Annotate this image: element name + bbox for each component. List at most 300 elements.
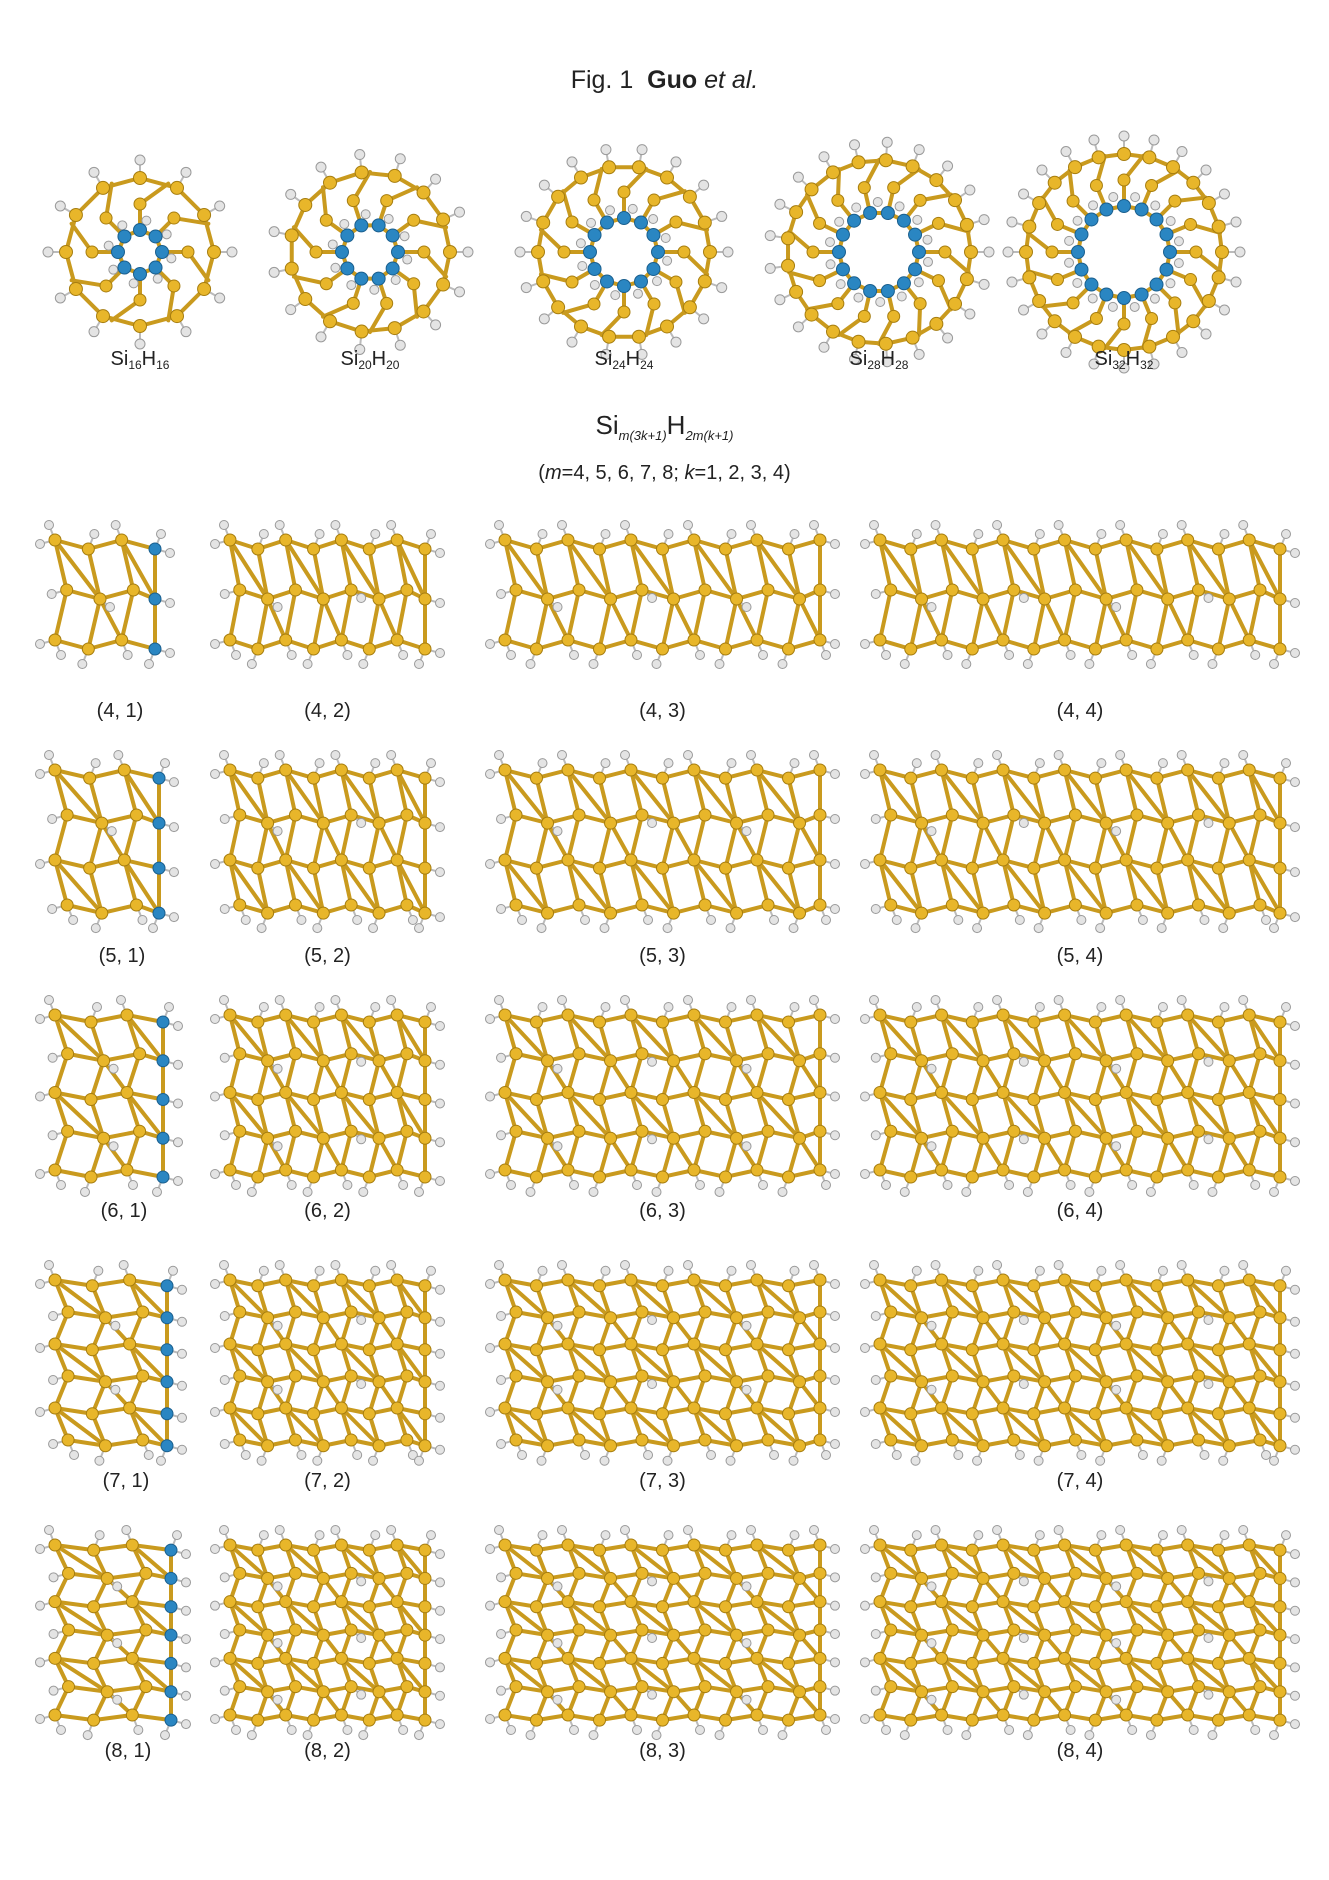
ring-label-h: H [1125, 348, 1141, 370]
silicon-atom [636, 1306, 648, 1318]
structure-label: (4, 3) [639, 700, 686, 722]
hydrogen-atom [495, 1526, 504, 1535]
hydrogen-atom [973, 924, 982, 933]
hydrogen-atom [174, 1060, 183, 1069]
structure-label: (6, 3) [639, 1200, 686, 1222]
hydrogen-atom [861, 1170, 870, 1179]
hydrogen-atom [315, 530, 324, 539]
hydrogen-atom [436, 1691, 445, 1700]
silicon-atom [762, 809, 774, 821]
silicon-atom [335, 534, 347, 546]
hydrogen-atom [106, 603, 115, 612]
hydrogen-atom [48, 905, 57, 914]
silicon-atom [1151, 1093, 1163, 1105]
silicon-atom [1182, 534, 1194, 546]
silicon-atom [499, 1709, 511, 1721]
silicon-atom [997, 534, 1009, 546]
silicon-atom [1100, 907, 1112, 919]
highlighted-si-atom [588, 229, 601, 242]
silicon-atom [1182, 1709, 1194, 1721]
silicon-atom [100, 280, 112, 292]
silicon-atom [1100, 1055, 1112, 1067]
silicon-atom [401, 1624, 413, 1636]
silicon-atom [85, 1171, 97, 1183]
hydrogen-atom [931, 1526, 940, 1535]
silicon-atom [668, 1440, 680, 1452]
hydrogen-atom [861, 1545, 870, 1554]
hydrogen-atom [822, 651, 831, 660]
hydrogen-atom [118, 221, 127, 230]
silicon-atom [99, 1312, 111, 1324]
silicon-atom [1162, 907, 1174, 919]
silicon-atom [1069, 1681, 1081, 1693]
silicon-atom [1243, 1709, 1255, 1721]
silicon-atom [97, 310, 110, 323]
hydrogen-atom [455, 207, 465, 217]
hydrogen-atom [1158, 1531, 1167, 1540]
silicon-atom [605, 1686, 617, 1698]
highlighted-si-atom [601, 216, 614, 229]
silicon-atom [1254, 1681, 1266, 1693]
silicon-atom [657, 1544, 669, 1556]
tube-molecule [486, 996, 840, 1197]
silicon-atom [794, 1055, 806, 1067]
hydrogen-atom [1220, 1002, 1229, 1011]
silicon-atom [1223, 1440, 1235, 1452]
hydrogen-atom [526, 1187, 535, 1196]
hydrogen-atom [621, 1526, 630, 1535]
silicon-atom [688, 1338, 700, 1350]
silicon-atom [594, 1408, 606, 1420]
silicon-atom [603, 330, 616, 343]
silicon-atom [1028, 1714, 1040, 1726]
hydrogen-atom [861, 1092, 870, 1101]
hydrogen-atom [486, 540, 495, 549]
silicon-atom [814, 217, 826, 229]
silicon-atom [1059, 634, 1071, 646]
hydrogen-atom [826, 260, 835, 269]
silicon-atom [885, 584, 897, 596]
hydrogen-atom [1019, 1057, 1028, 1066]
hydrogen-atom [742, 1142, 751, 1151]
silicon-atom [720, 1093, 732, 1105]
bond [1034, 823, 1045, 868]
silicon-atom [1059, 1539, 1071, 1551]
hydrogen-atom [315, 1531, 324, 1540]
hydrogen-atom [357, 819, 366, 828]
silicon-atom [794, 593, 806, 605]
silicon-atom [262, 1376, 274, 1388]
silicon-atom [1059, 1652, 1071, 1664]
silicon-atom [657, 1093, 669, 1105]
silicon-atom [932, 217, 944, 229]
hydrogen-atom [357, 1057, 366, 1066]
silicon-atom [1223, 593, 1235, 605]
silicon-atom [140, 1681, 152, 1693]
hydrogen-atom [49, 1376, 58, 1385]
silicon-atom [949, 194, 962, 207]
hydrogen-atom [831, 1280, 840, 1289]
silicon-atom [905, 772, 917, 784]
hydrogen-atom [313, 1456, 322, 1465]
silicon-atom [1212, 1171, 1224, 1183]
hydrogen-atom [1220, 530, 1229, 539]
silicon-atom [699, 1681, 711, 1693]
hydrogen-atom [178, 1413, 187, 1422]
silicon-atom [1212, 1714, 1224, 1726]
silicon-atom [208, 246, 221, 259]
silicon-atom [720, 862, 732, 874]
hydrogen-atom [1077, 916, 1086, 925]
hydrogen-atom [861, 1715, 870, 1724]
silicon-atom [783, 1171, 795, 1183]
hydrogen-atom [1131, 193, 1140, 202]
silicon-atom [308, 1601, 320, 1613]
hydrogen-atom [371, 759, 380, 768]
silicon-atom [946, 899, 958, 911]
hydrogen-atom [400, 232, 409, 241]
hydrogen-atom [831, 1015, 840, 1024]
highlighted-si-atom [341, 229, 354, 242]
hydrogen-atom [36, 1545, 45, 1554]
silicon-atom [657, 772, 669, 784]
silicon-atom [1192, 1370, 1204, 1382]
hydrogen-atom [664, 1002, 673, 1011]
hydrogen-atom [166, 599, 175, 608]
silicon-atom [751, 534, 763, 546]
hydrogen-atom [497, 815, 506, 824]
hydrogen-atom [149, 924, 158, 933]
hydrogen-atom [436, 1138, 445, 1147]
hydrogen-atom [486, 1015, 495, 1024]
silicon-atom [499, 764, 511, 776]
silicon-atom [814, 1402, 826, 1414]
hydrogen-atom [94, 1266, 103, 1275]
hydrogen-atom [831, 540, 840, 549]
silicon-atom [542, 1376, 554, 1388]
silicon-atom [99, 1376, 111, 1388]
silicon-atom [1151, 1016, 1163, 1028]
bond [1157, 823, 1168, 868]
silicon-atom [49, 1709, 61, 1721]
hydrogen-atom [1220, 1266, 1229, 1275]
highlighted-si-atom [833, 246, 846, 259]
hydrogen-atom [1096, 1456, 1105, 1465]
bond [1095, 599, 1106, 649]
bond [1003, 815, 1014, 860]
silicon-atom [1192, 1567, 1204, 1579]
silicon-atom [1028, 1280, 1040, 1292]
hydrogen-atom [220, 905, 229, 914]
highlighted-si-atom [134, 268, 147, 281]
hydrogen-atom [581, 1451, 590, 1460]
silicon-atom [419, 1629, 431, 1641]
hydrogen-atom [1239, 996, 1248, 1005]
silicon-atom [1089, 1544, 1101, 1556]
silicon-atom [317, 907, 329, 919]
bond [286, 590, 296, 640]
silicon-atom [905, 1093, 917, 1105]
highlighted-si-atom [635, 275, 648, 288]
silicon-atom [946, 1434, 958, 1446]
silicon-atom [1131, 584, 1143, 596]
silicon-atom [720, 1280, 732, 1292]
silicon-atom [224, 1274, 236, 1286]
hydrogen-atom [1177, 347, 1187, 357]
hydrogen-atom [36, 540, 45, 549]
silicon-atom [814, 1338, 826, 1350]
silicon-atom [234, 584, 246, 596]
silicon-atom [720, 1408, 732, 1420]
silicon-atom [537, 216, 550, 229]
hydrogen-atom [211, 1545, 220, 1554]
silicon-atom [1223, 1629, 1235, 1641]
hydrogen-atom [1023, 660, 1032, 669]
hydrogen-atom [95, 1531, 104, 1540]
silicon-atom [63, 1624, 75, 1636]
silicon-atom [1028, 543, 1040, 555]
silicon-atom [966, 1344, 978, 1356]
hydrogen-atom [1291, 549, 1300, 558]
silicon-atom [85, 1093, 97, 1105]
hydrogen-atom [331, 1261, 340, 1270]
silicon-atom [657, 543, 669, 555]
hydrogen-atom [628, 204, 637, 213]
silicon-atom [171, 181, 184, 194]
silicon-atom [224, 534, 236, 546]
silicon-atom [1274, 1376, 1286, 1388]
bond [942, 590, 953, 640]
hydrogen-atom [912, 1531, 921, 1540]
silicon-atom [280, 1274, 292, 1286]
hydrogen-atom [974, 1002, 983, 1011]
hydrogen-atom [174, 1099, 183, 1108]
silicon-atom [419, 1572, 431, 1584]
bond [726, 599, 737, 649]
bond [911, 823, 922, 868]
silicon-atom [916, 817, 928, 829]
hydrogen-atom [831, 590, 840, 599]
hydrogen-atom [696, 651, 705, 660]
silicon-atom [1167, 161, 1180, 174]
highlighted-si-atom [161, 1312, 173, 1324]
silicon-atom [688, 1087, 700, 1099]
hydrogen-atom [965, 309, 975, 319]
highlighted-si-atom [161, 1280, 173, 1292]
silicon-atom [573, 584, 585, 596]
silicon-atom [1162, 817, 1174, 829]
silicon-atom [391, 1087, 403, 1099]
silicon-atom [1120, 1596, 1132, 1608]
silicon-atom [419, 1376, 431, 1388]
silicon-atom [224, 1338, 236, 1350]
silicon-atom [814, 1539, 826, 1551]
silicon-atom [1274, 1280, 1286, 1292]
silicon-atom [997, 1338, 1009, 1350]
silicon-atom [699, 1567, 711, 1579]
hydrogen-atom [181, 167, 191, 177]
silicon-atom [308, 1344, 320, 1356]
silicon-atom [1162, 1055, 1174, 1067]
silicon-atom [1131, 809, 1143, 821]
silicon-atom [401, 1681, 413, 1693]
silicon-atom [373, 1312, 385, 1324]
hydrogen-atom [1150, 294, 1159, 303]
silicon-atom [1120, 764, 1132, 776]
silicon-atom [531, 1171, 543, 1183]
silicon-atom [699, 1125, 711, 1137]
hydrogen-atom [241, 916, 250, 925]
silicon-atom [1100, 1132, 1112, 1144]
highlighted-si-atom [161, 1408, 173, 1420]
silicon-atom [648, 298, 660, 310]
highlighted-si-atom [584, 246, 597, 259]
hydrogen-atom [211, 1408, 220, 1417]
hydrogen-atom [790, 1266, 799, 1275]
hydrogen-atom [1231, 277, 1241, 287]
silicon-atom [814, 1567, 826, 1579]
hydrogen-atom [664, 1266, 673, 1275]
hydrogen-atom [123, 651, 132, 660]
hydrogen-atom [831, 1092, 840, 1101]
structure-label: (5, 1) [98, 945, 146, 967]
hydrogen-atom [220, 1261, 229, 1270]
hydrogen-atom [1109, 193, 1118, 202]
silicon-atom [88, 1544, 100, 1556]
silicon-atom [605, 1440, 617, 1452]
bond [379, 599, 397, 640]
hydrogen-atom [1097, 759, 1106, 768]
silicon-atom [1192, 1434, 1204, 1446]
silicon-atom [731, 1629, 743, 1641]
silicon-atom [1182, 1652, 1194, 1664]
hydrogen-atom [436, 913, 445, 922]
silicon-atom [625, 1274, 637, 1286]
ring-label [595, 348, 654, 372]
silicon-atom [1151, 543, 1163, 555]
silicon-atom [62, 1370, 74, 1382]
hydrogen-atom [497, 1440, 506, 1449]
hydrogen-atom [331, 1526, 340, 1535]
silicon-atom [688, 634, 700, 646]
silicon-atom [308, 1657, 320, 1669]
hydrogen-atom [633, 651, 642, 660]
silicon-atom [814, 275, 826, 287]
silicon-atom [783, 1657, 795, 1669]
silicon-atom [499, 1596, 511, 1608]
silicon-atom [252, 1714, 264, 1726]
hydrogen-atom [1291, 1691, 1300, 1700]
structure-label: (5, 3) [639, 945, 686, 967]
silicon-atom [914, 298, 926, 310]
silicon-atom [930, 174, 943, 187]
hydrogen-atom [742, 1582, 751, 1591]
bond [397, 590, 407, 640]
bond [880, 815, 891, 860]
hydrogen-atom [211, 1015, 220, 1024]
bond [1095, 823, 1106, 868]
silicon-atom [345, 1434, 357, 1446]
silicon-atom [355, 325, 368, 338]
hydrogen-atom [45, 1526, 54, 1535]
hydrogen-atom [273, 1385, 282, 1394]
hydrogen-atom [715, 1187, 724, 1196]
general-formula [0, 410, 1329, 443]
hydrogen-atom [1270, 924, 1279, 933]
silicon-atom [499, 634, 511, 646]
hydrogen-atom [507, 1181, 516, 1190]
silicon-atom [198, 209, 211, 222]
silicon-atom [731, 907, 743, 919]
hydrogen-atom [727, 1266, 736, 1275]
silicon-atom [1274, 1312, 1286, 1324]
silicon-atom [499, 534, 511, 546]
hydrogen-atom [286, 189, 296, 199]
silicon-atom [625, 1087, 637, 1099]
hydrogen-atom [927, 827, 936, 836]
silicon-atom [417, 186, 430, 199]
hydrogen-atom [1019, 305, 1029, 315]
highlighted-si-atom [897, 214, 910, 227]
silicon-atom [594, 1280, 606, 1292]
hydrogen-atom [391, 275, 400, 284]
silicon-atom [289, 1624, 301, 1636]
hydrogen-atom [181, 327, 191, 337]
silicon-atom [814, 584, 826, 596]
hydrogen-atom [652, 277, 661, 286]
hydrogen-atom [965, 185, 975, 195]
silicon-atom [1274, 1171, 1286, 1183]
hydrogen-atom [415, 1456, 424, 1465]
hydrogen-atom [778, 660, 787, 669]
silicon-atom [98, 1055, 110, 1067]
silicon-atom [345, 809, 357, 821]
ring-label-si-count: 28 [867, 358, 881, 372]
silicon-atom [363, 862, 375, 874]
hydrogen-atom [825, 238, 834, 247]
silicon-atom [317, 593, 329, 605]
hydrogen-atom [1061, 147, 1071, 157]
hydrogen-atom [1204, 1057, 1213, 1066]
hydrogen-atom [633, 289, 642, 298]
silicon-atom [62, 1306, 74, 1318]
hydrogen-atom [537, 924, 546, 933]
hydrogen-atom [1204, 594, 1213, 603]
silicon-atom [1243, 764, 1255, 776]
hydrogen-atom [220, 815, 229, 824]
silicon-atom [1202, 295, 1215, 308]
silicon-atom [1243, 1009, 1255, 1021]
silicon-atom [1131, 1624, 1143, 1636]
hydrogen-atom [912, 759, 921, 768]
silicon-atom [688, 854, 700, 866]
silicon-atom [762, 1306, 774, 1318]
silicon-atom [1223, 1572, 1235, 1584]
silicon-atom [1089, 543, 1101, 555]
hydrogen-atom [340, 220, 349, 229]
hydrogen-atom [257, 924, 266, 933]
silicon-atom [678, 246, 690, 258]
silicon-atom [234, 1306, 246, 1318]
hydrogen-atom [1177, 1261, 1186, 1270]
hydrogen-atom [589, 660, 598, 669]
silicon-atom [289, 1567, 301, 1579]
silicon-atom [97, 181, 110, 194]
hydrogen-atom [518, 916, 527, 925]
highlighted-si-atom [913, 246, 926, 259]
hydrogen-atom [1291, 1138, 1300, 1147]
highlighted-si-atom [864, 207, 877, 220]
